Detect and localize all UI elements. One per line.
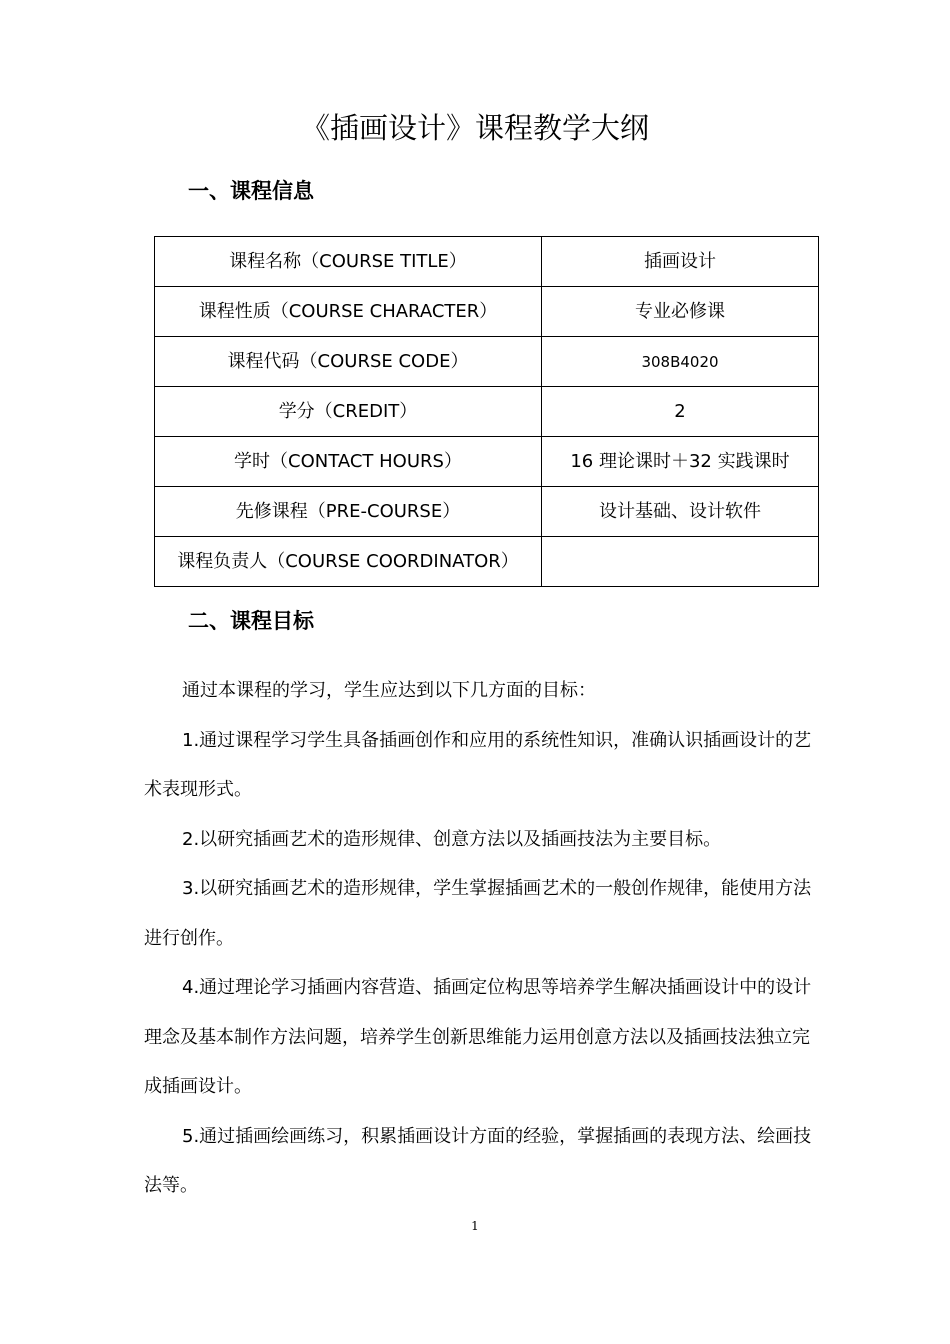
course-title-label: 课程名称（COURSE TITLE） bbox=[155, 237, 542, 287]
page-number: 1 bbox=[471, 1219, 479, 1233]
contact-hours-value: 16 理论课时＋32 实践课时 bbox=[542, 437, 819, 487]
course-info-table bbox=[154, 236, 819, 587]
document-title: 《插画设计》课程教学大纲 bbox=[300, 111, 649, 145]
goal-paragraph-4: 4.通过理论学习插画内容营造、插画定位构思等培养学生解决插画设计中的设计理念及基本制作方法问题，培养学生创新思维能力运用创意方法以及插画技法独立完成插画设计。 bbox=[144, 977, 812, 1097]
pre-course-value: 设计基础、设计软件 bbox=[542, 487, 819, 537]
table-row bbox=[155, 537, 819, 587]
course-character-label: 课程性质（COURSE CHARACTER） bbox=[155, 287, 542, 337]
table-row bbox=[155, 387, 819, 437]
table-row bbox=[155, 287, 819, 337]
section-heading-course-goals: 二、课程目标 bbox=[188, 609, 314, 633]
contact-hours-label: 学时（CONTACT HOURS） bbox=[155, 437, 542, 487]
table-row bbox=[155, 437, 819, 487]
goal-paragraph-5: 5.通过插画绘画练习，积累插画设计方面的经验，掌握插画的表现方法、绘画技法等。 bbox=[144, 1125, 812, 1196]
goal-paragraph-1: 1.通过课程学习学生具备插画创作和应用的系统性知识，准确认识插画设计的艺术表现形式。 bbox=[144, 729, 812, 800]
pre-course-label: 先修课程（PRE-COURSE） bbox=[155, 487, 542, 537]
goal-paragraph-3: 3.以研究插画艺术的造形规律，学生掌握插画艺术的一般创作规律，能使用方法进行创作。 bbox=[144, 878, 812, 949]
course-goals-body bbox=[144, 666, 812, 1211]
course-title-value: 插画设计 bbox=[542, 237, 819, 287]
course-code-value: 308B4020 bbox=[542, 337, 819, 387]
goal-paragraph-2: 2.以研究插画艺术的造形规律、创意方法以及插画技法为主要目标。 bbox=[182, 828, 722, 850]
table-row bbox=[155, 337, 819, 387]
course-coordinator-label: 课程负责人（COURSE COORDINATOR） bbox=[155, 537, 542, 587]
course-character-value: 专业必修课 bbox=[542, 287, 819, 337]
table-row bbox=[155, 487, 819, 537]
credit-value: 2 bbox=[542, 387, 819, 437]
credit-label: 学分（CREDIT） bbox=[155, 387, 542, 437]
table-row bbox=[155, 237, 819, 287]
course-code-label: 课程代码（COURSE CODE） bbox=[155, 337, 542, 387]
course-coordinator-value bbox=[542, 537, 819, 587]
goals-intro-paragraph: 通过本课程的学习，学生应达到以下几方面的目标： bbox=[182, 680, 596, 701]
section-heading-course-info: 一、课程信息 bbox=[188, 179, 314, 203]
